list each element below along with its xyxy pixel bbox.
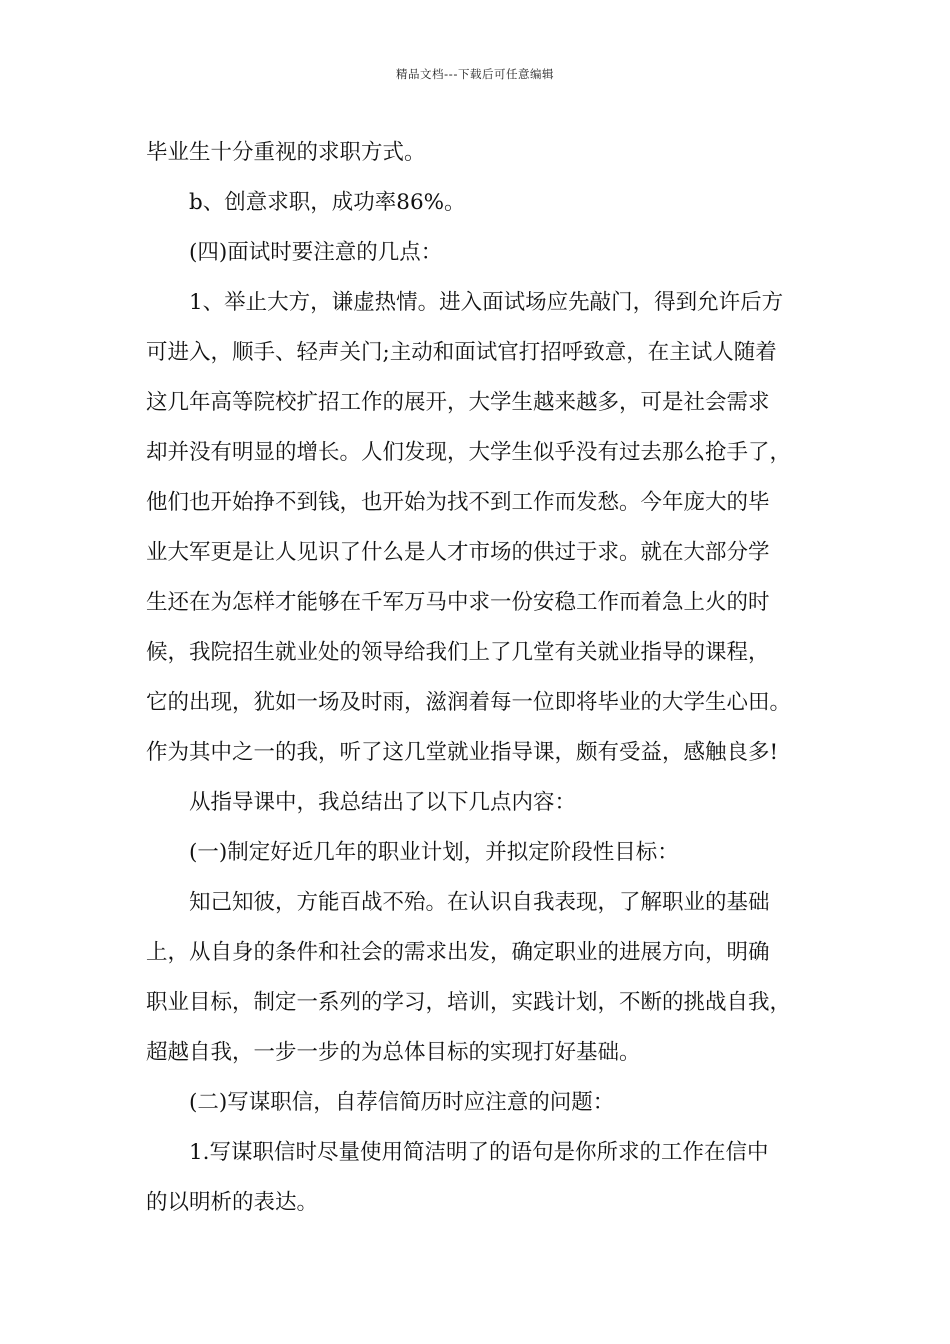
text-line: 从指导课中，我总结出了以下几点内容： — [189, 790, 577, 815]
text-line: 候，我院招生就业处的领导给我们上了几堂有关就业指导的课程， — [146, 640, 770, 665]
text-line: 毕业生十分重视的求职方式。 — [146, 140, 426, 165]
text-line: 上，从自身的条件和社会的需求出发，确定职业的进展方向，明确 — [146, 940, 770, 965]
document-body — [146, 128, 821, 1228]
text-line: 1.写谋职信时尽量使用简洁明了的语句是你所求的工作在信中 — [189, 1140, 769, 1165]
text-line: 这几年高等院校扩招工作的展开，大学生越来越多，可是社会需求 — [146, 390, 770, 415]
text-line: 却并没有明显的增长。人们发现，大学生似乎没有过去那么抢手了， — [146, 440, 792, 465]
text-line: 1、举止大方，谦虚热情。进入面试场应先敲门，得到允许后方 — [189, 290, 784, 315]
text-line: (四)面试时要注意的几点： — [189, 240, 443, 265]
text-line: (二)写谋职信，自荐信简历时应注意的问题： — [189, 1090, 615, 1115]
text-line: 可进入，顺手、轻声关门;主动和面试官打招呼致意，在主试人随着 — [146, 340, 777, 365]
text-line: 它的出现，犹如一场及时雨，滋润着每一位即将毕业的大学生心田。 — [146, 690, 792, 715]
text-line: 职业目标，制定一系列的学习，培训，实践计划，不断的挑战自我， — [146, 990, 792, 1015]
text-line: 的以明析的表达。 — [146, 1190, 319, 1215]
text-line: 知己知彼，方能百战不殆。在认识自我表现，了解职业的基础 — [189, 890, 770, 915]
text-line: (一)制定好近几年的职业计划，并拟定阶段性目标： — [189, 840, 679, 865]
text-line: b、创意求职，成功率86%。 — [189, 190, 466, 215]
text-line: 他们也开始挣不到钱，也开始为找不到工作而发愁。今年庞大的毕 — [146, 490, 770, 515]
text-line: 超越自我，一步一步的为总体目标的实现打好基础。 — [146, 1040, 641, 1065]
text-line: 作为其中之一的我，听了这几堂就业指导课，颇有受益，感触良多! — [146, 740, 779, 765]
text-line: 业大军更是让人见识了什么是人才市场的供过于求。就在大部分学 — [146, 540, 770, 565]
page-header: 精品文档---下载后可任意编辑 — [396, 67, 554, 81]
text-line: 生还在为怎样才能够在千军万马中求一份安稳工作而着急上火的时 — [146, 590, 770, 615]
